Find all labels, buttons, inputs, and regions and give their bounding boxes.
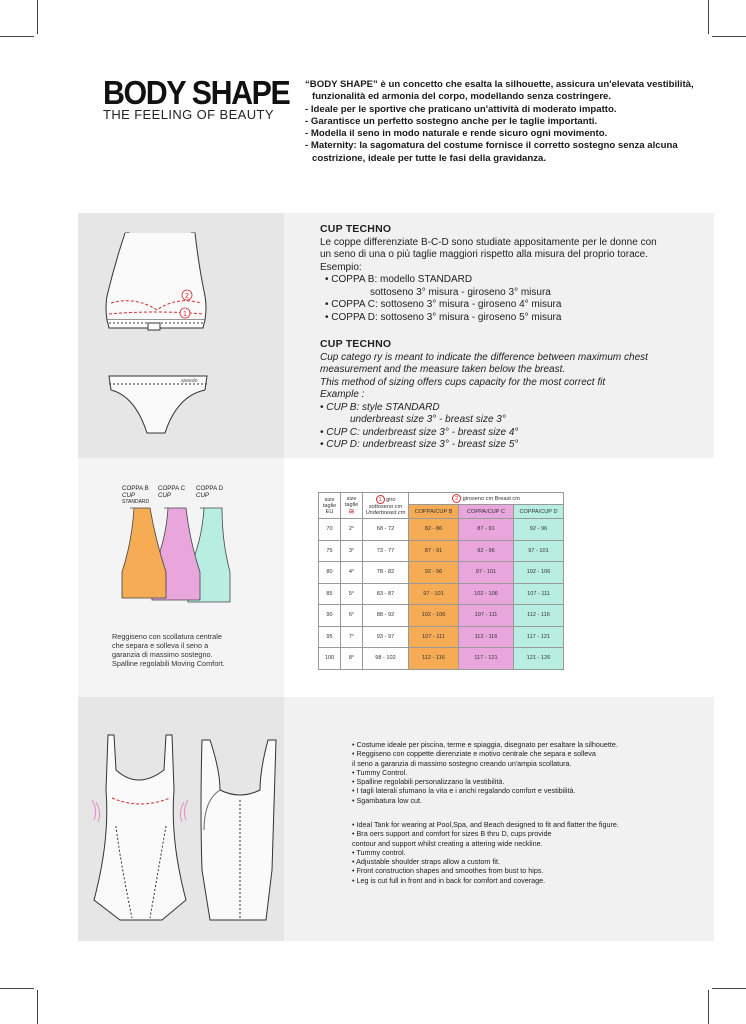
size-table-cell: 82 - 86 — [409, 519, 459, 541]
intro-line: - Modella il seno in modo naturale e rende sicuro ogni movimento. — [305, 128, 608, 140]
cup-line: Le coppe differenziate B-C-D sono studiate appositamente per le donne con — [320, 236, 657, 248]
marker-1-badge: 1 — [376, 495, 385, 504]
bra-description: Reggiseno con scollatura centrale che separa e solleva il seno a garanzia di massimo sostegno. Spalline regolabili Moving Comfort. — [112, 632, 225, 668]
size-table-cell: 70 — [319, 519, 341, 541]
size-table-cell: 68 - 72 — [363, 519, 409, 541]
bra-cup-b — [122, 508, 166, 598]
size-table-row — [319, 648, 564, 670]
wave-icon: ≋ — [348, 507, 355, 516]
bikini-illustration — [95, 228, 215, 443]
marker-2-badge: 2 — [452, 494, 461, 503]
intro-line: - Garantisce un perfetto sostegno anche per le taglie importanti. — [305, 115, 598, 127]
intro-line: - Maternity: la sagomatura del costume fornisce il corretto sostegno senza alcuna — [305, 140, 678, 152]
cup-line: • CUP D: underbreast size 3° - breast size 5° — [320, 439, 519, 450]
cup-label-b: COPPA B CUP STANDARD — [122, 485, 150, 505]
size-table-cell: 97 - 101 — [409, 583, 459, 605]
size-table-cell: 121 - 126 — [514, 648, 564, 670]
size-table-cell: 85 — [319, 583, 341, 605]
crop-mark — [712, 988, 746, 989]
header-size-it: size taglie ≋ — [341, 493, 363, 519]
size-table-cell: 6° — [341, 605, 363, 627]
crop-mark — [708, 0, 709, 34]
cup-line: sottoseno 3° misura - giroseno 3° misura — [370, 286, 551, 298]
size-table-cell: 92 - 96 — [459, 540, 514, 562]
cup-line: Cup catego ry is meant to indicate the difference between maximum chest — [320, 351, 648, 363]
brief-drawing — [109, 376, 207, 433]
size-table-cell: 107 - 111 — [459, 605, 514, 627]
size-table-cell: 102 - 106 — [409, 605, 459, 627]
brand-subtitle: THE FEELING OF BEAUTY — [103, 107, 274, 122]
feature-item: • Bra oers support and comfort for sizes B thru D, cups provide — [352, 829, 552, 839]
header-underbreast: 1 giro sottoseno cm Underbreast cm — [363, 493, 409, 519]
size-table-cell: 102 - 106 — [459, 583, 514, 605]
feature-item: • Leg is cut full in front and in back for comfort and coverage. — [352, 875, 546, 885]
header-cup-b: COPPA/CUP B — [409, 505, 459, 519]
marker-2: 2 — [185, 293, 189, 300]
cup-techno-title-en: CUP TECHNO — [320, 338, 392, 350]
cup-line: underbreast size 3° - breast size 3° — [350, 414, 506, 425]
size-table-cell: 100 — [319, 648, 341, 670]
feature-item: • Costume ideale per piscina, terme e spiaggia, disegnato per esaltare la silhouette. — [352, 740, 618, 749]
intro-text — [305, 79, 700, 165]
cup-techno-title-it: CUP TECHNO — [320, 223, 392, 235]
cup-line: • CUP B: style STANDARD — [320, 401, 440, 413]
cup-line: • COPPA C: sottoseno 3° misura - giroseno 4° misura — [325, 299, 562, 310]
cup-line: Example : — [320, 389, 365, 400]
size-table-cell: 117 - 121 — [459, 648, 514, 670]
feature-item: • Adjustable shoulder straps allow a custom fit. — [352, 857, 500, 867]
feature-item: • Tummy Control. — [352, 767, 408, 777]
size-table-cell: 5° — [341, 583, 363, 605]
crop-mark — [37, 990, 38, 1024]
swimsuit-front — [94, 735, 186, 920]
cup-line: Esempio: — [320, 261, 362, 273]
size-table-cell: 112 - 116 — [459, 626, 514, 648]
feature-item: • Front construction shapes and smoothes from bust to hips. — [352, 866, 544, 876]
size-table-cell: 87 - 91 — [409, 540, 459, 562]
crop-mark — [37, 0, 38, 34]
features-it-list — [345, 740, 675, 805]
size-table-cell: 2° — [341, 519, 363, 541]
cup-line: un seno di una o più taglie maggiori rispetto alla misura del proprio torace. — [320, 249, 648, 260]
feature-item: • Reggiseno con coppette dierenziate e motivo centrale che separa e solleva — [352, 749, 596, 759]
size-table-row — [319, 583, 564, 605]
header-breast: 2 giroseno cm Breast cm — [409, 493, 564, 505]
size-table-cell: 8° — [341, 648, 363, 670]
feature-item: il seno a garanzia di massimo sostegno creando un'ampia scollatura. — [352, 758, 572, 768]
intro-line: - Ideale per le sportive che praticano un'attività di moderato impatto. — [305, 103, 617, 115]
intro-line: “BODY SHAPE” è un concetto che esalta la silhouette, assicura un'elevata vestibilità, — [305, 79, 694, 90]
size-table — [318, 492, 564, 670]
header-size-eu: size taglie EU — [319, 493, 341, 519]
cup-techno-it — [320, 223, 660, 324]
crop-mark — [708, 990, 709, 1024]
feature-item: • Tummy control. — [352, 847, 406, 857]
size-table-cell: 88 - 92 — [363, 605, 409, 627]
size-table-cell: 98 - 102 — [363, 648, 409, 670]
size-table-cell: 97 - 101 — [514, 540, 564, 562]
cup-bras-illustration — [118, 502, 238, 612]
size-table-cell: 4° — [341, 562, 363, 584]
size-table-cell: 102 - 106 — [514, 562, 564, 584]
cup-line: • COPPA D: sottoseno 3° misura - giroseno 5° misura — [325, 311, 562, 323]
brand-title: BODY SHAPE — [103, 74, 290, 111]
cup-label-d: COPPA D CUP — [196, 485, 224, 499]
marker-1: 1 — [183, 311, 187, 318]
feature-item: • Sgambatura low cut. — [352, 795, 423, 805]
bra-drawing — [106, 233, 206, 330]
feature-item: • Spalline regolabili personalizzano la vestibilità. — [352, 777, 505, 787]
size-table-cell: 97 - 101 — [459, 562, 514, 584]
size-table-cell: 90 — [319, 605, 341, 627]
size-table-cell: 93 - 97 — [363, 626, 409, 648]
features-en-list — [345, 820, 675, 885]
intro-line: costrizione, ideale per tutte le fasi della gravidanza. — [312, 152, 547, 164]
swimsuit-illustration — [90, 730, 280, 930]
cup-line: This method of sizing offers cups capacity for the most correct fit — [320, 376, 606, 388]
size-table-row — [319, 540, 564, 562]
header-cup-c: COPPA/CUP C — [459, 505, 514, 519]
cup-label-c: COPPA C CUP — [158, 485, 186, 499]
size-table-cell: 3° — [341, 540, 363, 562]
size-table-cell: 92 - 96 — [409, 562, 459, 584]
size-table-cell: 75 — [319, 540, 341, 562]
size-table-cell: 7° — [341, 626, 363, 648]
cup-techno-en — [320, 338, 660, 452]
cup-line: • CUP C: underbreast size 3° - breast size 4° — [320, 426, 519, 438]
brief-logo: speedo — [181, 378, 198, 384]
size-table-cell: 95 — [319, 626, 341, 648]
size-table-row — [319, 605, 564, 627]
crop-mark — [0, 988, 34, 989]
size-table-row — [319, 626, 564, 648]
cup-line: • COPPA B: modello STANDARD — [325, 274, 473, 285]
size-table-cell: 80 — [319, 562, 341, 584]
size-table-cell: 83 - 87 — [363, 583, 409, 605]
size-table-row — [319, 562, 564, 584]
size-table-cell: 92 - 96 — [514, 519, 564, 541]
feature-item: • Ideal Tank for wearing at Pool,Spa, and Beach designed to fit and flatter the figure. — [352, 820, 619, 829]
crop-mark — [712, 36, 746, 37]
feature-item: • I tagli laterali sfumano la vita e i anchi regalando comfort e vestibilità. — [352, 786, 576, 796]
size-table-cell: 112 - 116 — [514, 605, 564, 627]
size-table-cell: 73 - 77 — [363, 540, 409, 562]
size-table-row — [319, 519, 564, 541]
size-table-cell: 107 - 111 — [514, 583, 564, 605]
size-table-cell: 107 - 111 — [409, 626, 459, 648]
size-table-cell: 117 - 121 — [514, 626, 564, 648]
intro-line: funzionalità ed armonia del corpo, modellando senza costringere. — [312, 91, 612, 103]
cup-line: measurement and the measure taken below the breast. — [320, 364, 566, 375]
feature-item: contour and support whilst creating a attering wide neckline. — [352, 838, 543, 848]
size-table-cell: 78 - 82 — [363, 562, 409, 584]
size-table-cell: 112 - 116 — [409, 648, 459, 670]
header-cup-d: COPPA/CUP D — [514, 505, 564, 519]
size-table-cell: 87 - 91 — [459, 519, 514, 541]
swimsuit-back — [201, 740, 276, 920]
crop-mark — [0, 36, 34, 37]
